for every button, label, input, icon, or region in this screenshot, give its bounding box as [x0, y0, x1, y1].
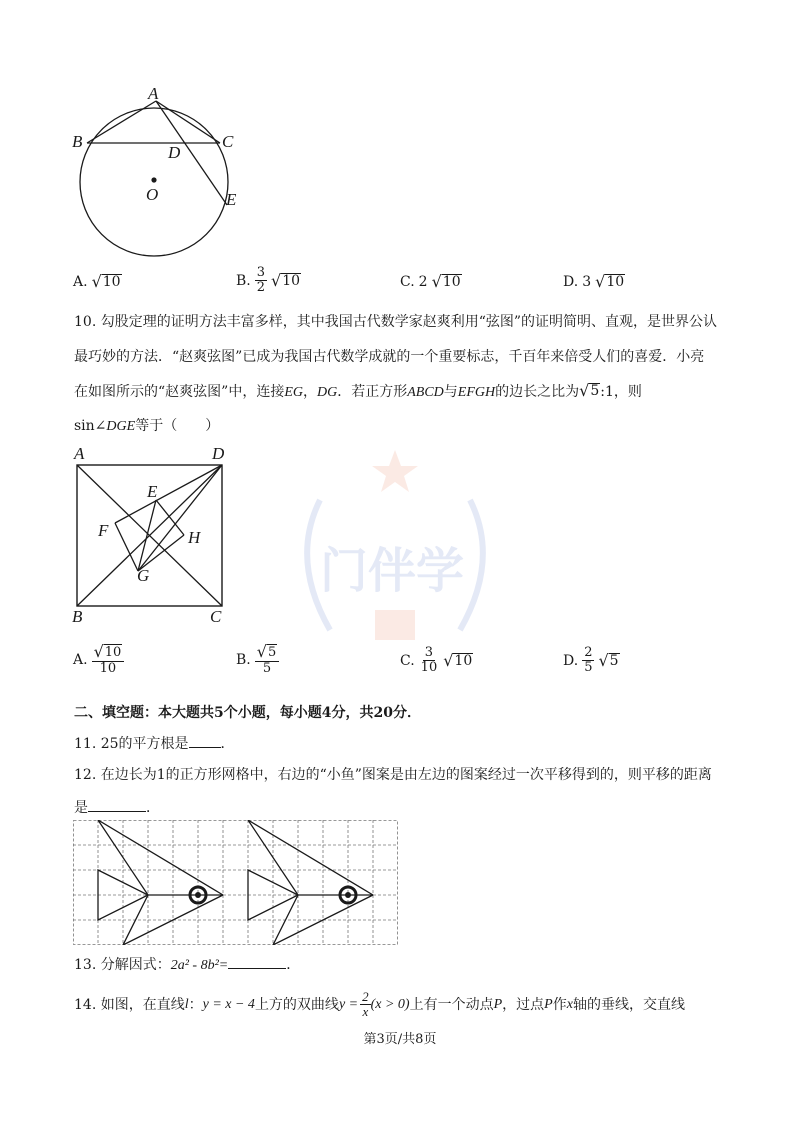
q9-label-d: D — [168, 143, 181, 162]
q10-option-a[interactable] — [73, 644, 124, 676]
fraction: $\frac{2}{x}$ — [362, 989, 369, 1019]
chord-ac — [156, 101, 220, 143]
sqrt: √ 10 — [91, 272, 121, 291]
option-letter: D. — [563, 652, 579, 669]
q13-answer-blank[interactable] — [228, 954, 286, 969]
center-point — [151, 177, 156, 182]
fraction: √ 10 10 — [92, 644, 125, 676]
q10-option-c[interactable] — [400, 646, 473, 675]
q10-label-f: F — [98, 521, 109, 540]
q10-option-b[interactable] — [236, 644, 279, 676]
line-f-e — [115, 465, 222, 523]
sqrt: √ 5 — [598, 650, 619, 670]
fraction: √ 5 5 — [255, 644, 279, 676]
q13: 13. 分解因式：2a² - 8b²= ． — [74, 954, 300, 976]
q10-line-3: 在如图所示的“赵爽弦图”中，连接EG，DG．若正方形ABCD与EFGH的边长之比为 √ 5 :1，则 — [74, 381, 642, 400]
page-footer: 第3页/共8页 — [363, 1032, 437, 1047]
q10-label-h: H — [188, 528, 201, 547]
option-letter: C. — [400, 274, 415, 290]
q10-label-a: A — [74, 444, 85, 463]
q9-option-c[interactable]: C. 2 √ 10 — [400, 272, 461, 291]
q9-label-e: E — [226, 190, 237, 209]
q12-line-1: 12. 在边长为1的正方形网格中，右边的“小鱼”图案是由左边的图案经过一次平移得到的，则平移的距离 — [74, 767, 712, 783]
q9-circle-figure — [70, 85, 260, 265]
q9-option-b[interactable] — [236, 266, 301, 295]
section-heading: 二、填空题：本大题共5个小题，每小题4分，共20分． — [74, 705, 421, 721]
fish-left — [98, 820, 223, 945]
sqrt: √ 10 — [271, 270, 301, 290]
q10-line-2: 最巧妙的方法．“赵爽弦图”已成为我国古代数学成就的一个重要标志，千百年来倍受人们的喜爱．小亮 — [74, 349, 705, 365]
q12-answer-blank[interactable] — [88, 797, 146, 812]
line-d-g — [138, 465, 222, 571]
q10-label-g: G — [137, 566, 150, 585]
q9-option-d[interactable]: D. 3 √ 10 — [563, 272, 625, 291]
option-letter: B. — [236, 652, 251, 668]
q10-line-1: 10. 勾股定理的证明方法丰富多样，其中我国古代数学家赵爽利用“弦图”的证明简明、直观，是世界公认 — [74, 314, 718, 330]
q10-label-d: D — [212, 444, 225, 463]
option-letter: C. — [400, 652, 415, 669]
q9-label-c: C — [222, 132, 234, 151]
chord-ae — [156, 101, 227, 205]
q10-option-d[interactable] — [563, 646, 620, 675]
option-letter: B. — [236, 272, 251, 289]
q10-line-4: sin∠DGE等于（ ） — [74, 418, 220, 434]
q10-label-e: E — [147, 482, 158, 501]
chord-ab — [87, 101, 156, 143]
option-letter: A. — [73, 652, 88, 668]
q11-answer-blank[interactable] — [189, 733, 221, 748]
fraction: $\frac{3}{10}$ — [420, 645, 438, 675]
fraction: $\frac{2}{5}$ — [584, 645, 593, 675]
q10-label-b: B — [72, 607, 83, 626]
line-f-g — [115, 523, 138, 571]
fish-right — [248, 820, 373, 945]
watermark — [280, 440, 510, 680]
q10-label-c: C — [210, 607, 222, 626]
watermark-text: 门伴学 — [320, 543, 465, 599]
fraction: $\frac{3}{2}$ — [256, 265, 266, 295]
sqrt: √ 10 — [443, 650, 473, 670]
q14-line-1: 14. 如图，在直线 l ： y = x − 4 上方的双曲线 y = $\frac{2}{x}$ (x > 0) 上有一个动点 P ，过点 P 作 x 轴的垂线，交直线 — [74, 989, 685, 1019]
q10-square-figure — [70, 455, 235, 615]
q12-line-2: 是 ． — [74, 797, 160, 818]
q9-label-b: B — [72, 132, 83, 151]
q11: 11. 25的平方根是 ． — [74, 733, 235, 754]
option-letter: A. — [73, 274, 88, 290]
q9-label-a: A — [148, 84, 159, 103]
sqrt: √ 10 — [595, 272, 625, 291]
option-letter: D. — [563, 274, 579, 290]
sqrt: √ 10 — [431, 272, 461, 291]
q9-label-o: O — [146, 185, 159, 204]
q9-option-a[interactable] — [73, 274, 122, 290]
q12-fish-grid — [73, 820, 398, 945]
